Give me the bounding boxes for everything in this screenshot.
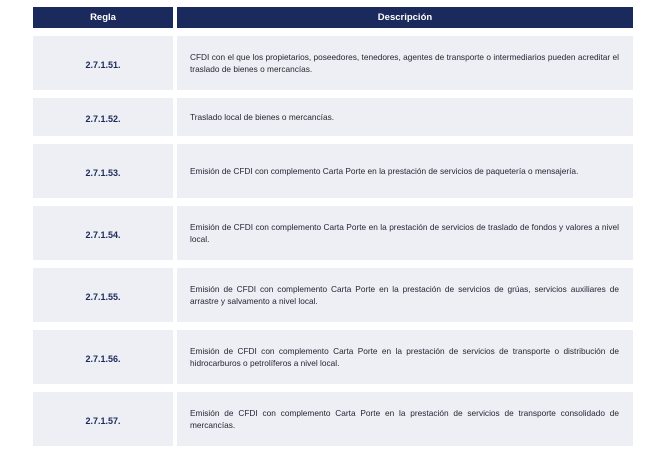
rule-cell: 2.7.1.54. [33, 206, 173, 260]
rules-table [33, 7, 633, 454]
rule-cell: 2.7.1.52. [33, 98, 173, 136]
description-cell: Emisión de CFDI con complemento Carta Porte en la prestación de servicios de traslado de fondos y valores a nivel local. [177, 206, 633, 260]
description-cell: Emisión de CFDI con complemento Carta Porte en la prestación de servicios de paquetería o mensajería. [177, 144, 633, 198]
rule-cell: 2.7.1.51. [33, 36, 173, 90]
table-row [33, 206, 633, 260]
table-row [33, 392, 633, 446]
rule-cell: 2.7.1.55. [33, 268, 173, 322]
rule-cell: 2.7.1.56. [33, 330, 173, 384]
table-row [33, 144, 633, 198]
header-rule: Regla [33, 7, 173, 28]
table-row [33, 268, 633, 322]
description-cell: Traslado local de bienes o mercancías. [177, 98, 633, 136]
description-cell: Emisión de CFDI con complemento Carta Porte en la prestación de servicios de transporte consolidado de mercancías. [177, 392, 633, 446]
header-description: Descripción [177, 7, 633, 28]
table-row [33, 98, 633, 136]
rule-cell: 2.7.1.57. [33, 392, 173, 446]
description-cell: CFDI con el que los propietarios, poseedores, tenedores, agentes de transporte o intermediarios pueden acreditar el traslado de bienes o mercancías. [177, 36, 633, 90]
description-cell: Emisión de CFDI con complemento Carta Porte en la prestación de servicios de transporte o distribución de hidrocarburos o petrolíferos a nivel local. [177, 330, 633, 384]
description-cell: Emisión de CFDI con complemento Carta Porte en la prestación de servicios de grúas, servicios auxiliares de arrastre y salvamento a nivel local. [177, 268, 633, 322]
rule-cell: 2.7.1.53. [33, 144, 173, 198]
table-row [33, 36, 633, 90]
table-header [33, 7, 633, 28]
table-row [33, 330, 633, 384]
